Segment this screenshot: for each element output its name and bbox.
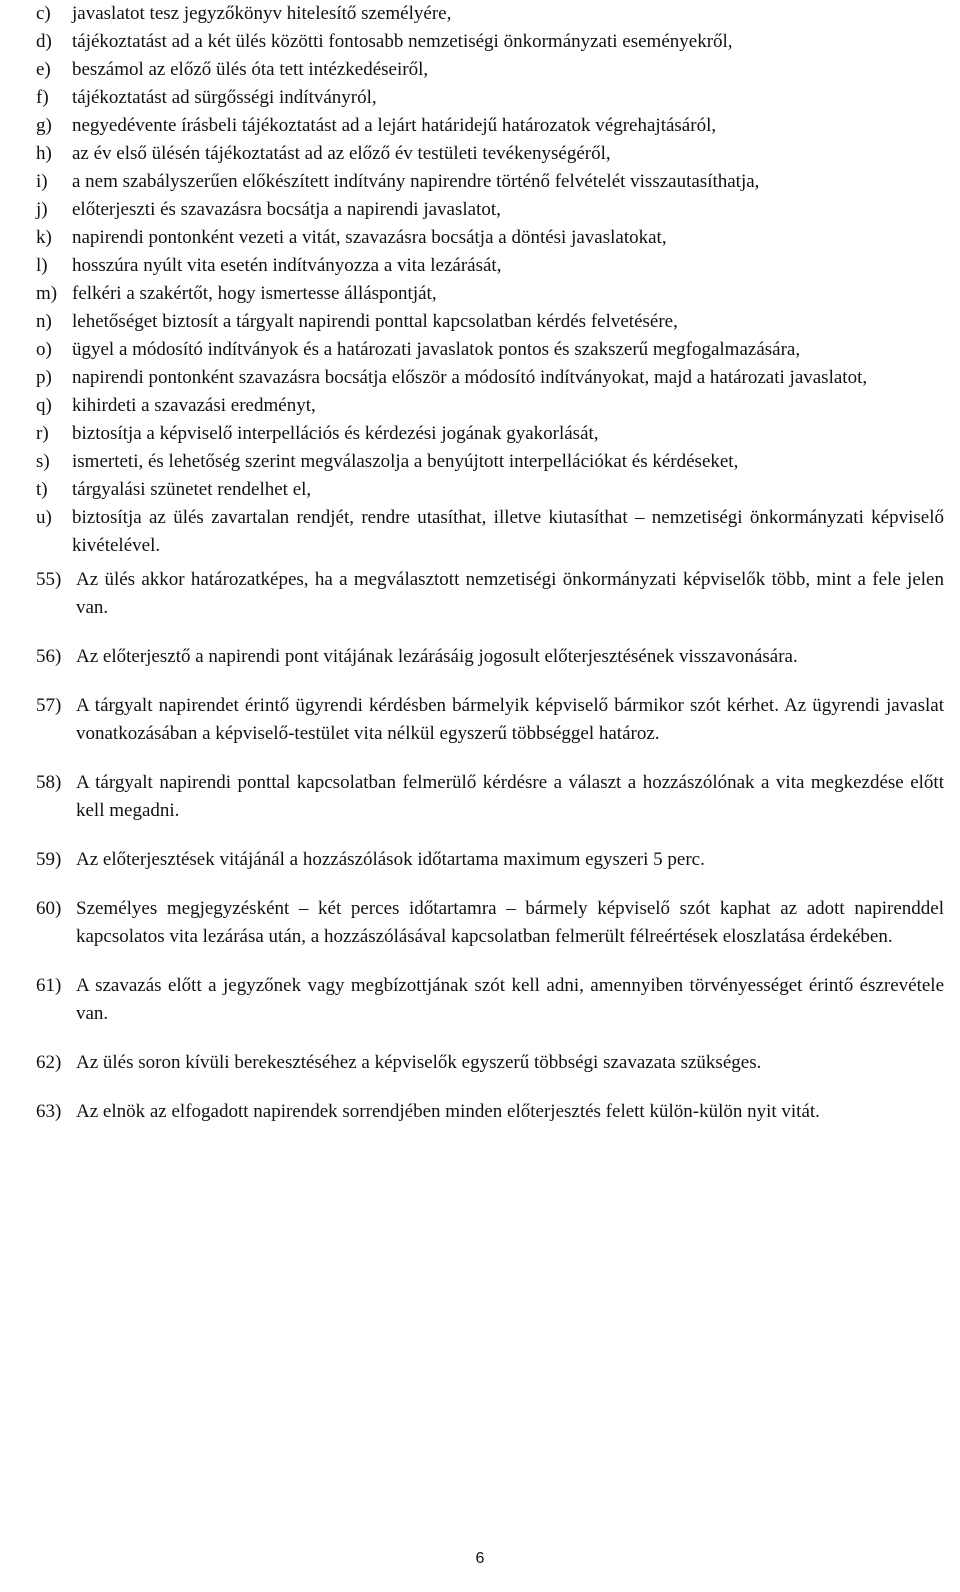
- item-label: i): [36, 171, 48, 192]
- paragraph-number: 56): [36, 646, 62, 667]
- list-item: [36, 420, 944, 448]
- item-label: p): [36, 367, 52, 388]
- paragraph-number: 62): [36, 1052, 62, 1073]
- item-label: o): [36, 339, 52, 360]
- item-text: kihirdeti a szavazási eredményt,: [72, 395, 316, 416]
- list-item: [36, 196, 944, 224]
- numbered-paragraph: [36, 1098, 944, 1126]
- paragraph-text: A szavazás előtt a jegyzőnek vagy megbízottjának szót kell adni, amennyiben törvényességet érintő észrevétele van.: [76, 975, 944, 1024]
- list-item: [36, 392, 944, 420]
- item-label: e): [36, 59, 51, 80]
- list-item: [36, 168, 944, 196]
- item-label: f): [36, 87, 49, 108]
- item-label: h): [36, 143, 52, 164]
- paragraph-number: 55): [36, 569, 62, 590]
- paragraph-number: 57): [36, 695, 62, 716]
- list-item: [36, 308, 944, 336]
- item-text: biztosítja a képviselő interpellációs és kérdezési jogának gyakorlását,: [72, 423, 599, 444]
- item-text: napirendi pontonként szavazásra bocsátja először a módosító indítványokat, majd a határozati javaslatot,: [72, 367, 868, 388]
- page-number: 6: [475, 1550, 485, 1567]
- paragraph-text: Az előterjesztések vitájánál a hozzászólások időtartama maximum egyszeri 5 perc.: [76, 849, 705, 870]
- item-label: m): [36, 283, 58, 304]
- item-label: l): [36, 255, 48, 276]
- document-body: [36, 0, 944, 1147]
- list-item: [36, 28, 944, 56]
- item-label: d): [36, 31, 52, 52]
- numbered-paragraph: [36, 1049, 944, 1077]
- list-item: [36, 0, 944, 28]
- list-item: [36, 140, 944, 168]
- numbered-paragraph: [36, 566, 944, 622]
- item-text: a nem szabályszerűen előkészített indítvány napirendre történő felvételét visszautasíthatja,: [72, 171, 760, 192]
- paragraph-number: 63): [36, 1101, 62, 1122]
- numbered-paragraph: [36, 895, 944, 951]
- list-item: [36, 364, 944, 392]
- paragraph-number: 59): [36, 849, 62, 870]
- numbered-paragraph: [36, 643, 944, 671]
- paragraph-text: Az ülés akkor határozatképes, ha a megválasztott nemzetiségi önkormányzati képviselők több, mint a fele jelen van.: [76, 569, 944, 618]
- item-label: r): [36, 423, 49, 444]
- list-item: [36, 476, 944, 504]
- item-label: n): [36, 311, 52, 332]
- item-label: j): [36, 199, 48, 220]
- paragraph-text: Az elnök az elfogadott napirendek sorrendjében minden előterjesztés felett külön-külön nyit vitát.: [76, 1101, 820, 1122]
- list-item: [36, 112, 944, 140]
- paragraph-text: Az ülés soron kívüli berekesztéséhez a képviselők egyszerű többségi szavazata szükséges.: [76, 1052, 762, 1073]
- item-text: ismerteti, és lehetőség szerint megválaszolja a benyújtott interpellációkat és kérdéseket,: [72, 451, 739, 472]
- item-text: tájékoztatást ad a két ülés közötti fontosabb nemzetiségi önkormányzati eseményekről,: [72, 31, 733, 52]
- list-item: [36, 448, 944, 476]
- item-text: hosszúra nyúlt vita esetén indítványozza a vita lezárását,: [72, 255, 502, 276]
- numbered-paragraph: [36, 692, 944, 748]
- numbered-paragraph: [36, 972, 944, 1028]
- item-text: az év első ülésén tájékoztatást ad az előző év testületi tevékenységéről,: [72, 143, 611, 164]
- list-item: [36, 224, 944, 252]
- paragraph-number: 58): [36, 772, 62, 793]
- item-label: q): [36, 395, 52, 416]
- list-item: [36, 504, 944, 560]
- item-label: k): [36, 227, 52, 248]
- item-label: c): [36, 3, 51, 24]
- item-label: u): [36, 507, 52, 528]
- item-text: lehetőséget biztosít a tárgyalt napirendi ponttal kapcsolatban kérdés felvetésére,: [72, 311, 678, 332]
- numbered-paragraph: [36, 846, 944, 874]
- item-text: előterjeszti és szavazásra bocsátja a napirendi javaslatot,: [72, 199, 501, 220]
- list-item: [36, 56, 944, 84]
- item-label: s): [36, 451, 50, 472]
- list-item: [36, 280, 944, 308]
- item-label: t): [36, 479, 48, 500]
- item-text: javaslatot tesz jegyzőkönyv hitelesítő személyére,: [72, 3, 452, 24]
- paragraph-text: Személyes megjegyzésként – két perces időtartamra – bármely képviselő szót kaphat az adott napirenddel kapcsolatos vita lezárása után, a hozzászólásával kapcsolatban felmerült félreértések eloszlatása érdekében.: [76, 898, 944, 947]
- item-text: negyedévente írásbeli tájékoztatást ad a lejárt határidejű határozatok végrehajtásáról,: [72, 115, 717, 136]
- paragraph-number: 60): [36, 898, 62, 919]
- numbered-list: [36, 566, 944, 1126]
- item-text: ügyel a módosító indítványok és a határozati javaslatok pontos és szakszerű megfogalmazására,: [72, 339, 801, 360]
- paragraph-text: A tárgyalt napirendi ponttal kapcsolatban felmerülő kérdésre a választ a hozzászólónak a vita megkezdése előtt kell megadni.: [76, 772, 944, 821]
- item-text: napirendi pontonként vezeti a vitát, szavazásra bocsátja a döntési javaslatokat,: [72, 227, 667, 248]
- list-item: [36, 84, 944, 112]
- item-label: g): [36, 115, 52, 136]
- lettered-list: [36, 0, 944, 560]
- item-text: tárgyalási szünetet rendelhet el,: [72, 479, 312, 500]
- item-text: biztosítja az ülés zavartalan rendjét, rendre utasíthat, illetve kiutasíthat – nemzetiségi önkormányzati képviselő kivételével.: [72, 507, 944, 556]
- list-item: [36, 336, 944, 364]
- paragraph-text: A tárgyalt napirendet érintő ügyrendi kérdésben bármelyik képviselő bármikor szót kérhet. Az ügyrendi javaslat vonatkozásában a képviselő-testület vita nélkül egyszerű többséggel határoz.: [76, 695, 944, 744]
- item-text: tájékoztatást ad sürgősségi indítványról,: [72, 87, 377, 108]
- paragraph-text: Az előterjesztő a napirendi pont vitájának lezárásáig jogosult előterjesztésének visszavonására.: [76, 646, 798, 667]
- item-text: beszámol az előző ülés óta tett intézkedéseiről,: [72, 59, 429, 80]
- list-item: [36, 252, 944, 280]
- paragraph-number: 61): [36, 975, 62, 996]
- item-text: felkéri a szakértőt, hogy ismertesse álláspontját,: [72, 283, 437, 304]
- numbered-paragraph: [36, 769, 944, 825]
